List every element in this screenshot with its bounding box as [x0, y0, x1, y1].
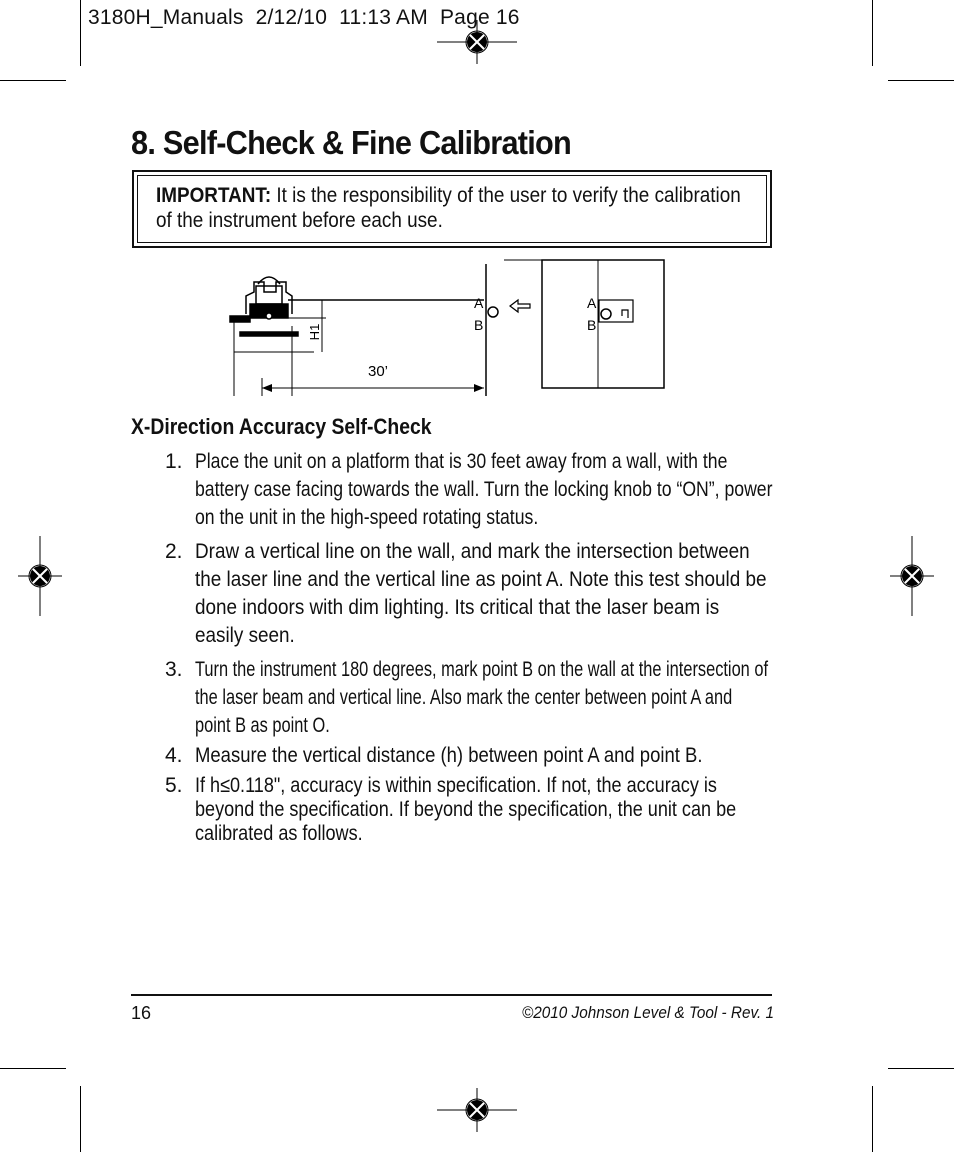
step-number: 2.	[165, 540, 183, 563]
page-number: 16	[131, 1003, 152, 1023]
list-item	[165, 538, 805, 650]
point-o-marker	[488, 307, 498, 317]
crop-mark	[80, 0, 81, 66]
crop-mark	[80, 1086, 81, 1152]
step-text: Turn the instrument 180 degrees, mark point B on the wall at the intersection of the laser beam and vertical line. Also mark the center between point A and point B as point O.	[195, 658, 769, 737]
step-text: If h≤0.118", accuracy is within specification. If not, the accuracy is beyond the specification. If beyond the specification, the unit can be calibrated as follows.	[195, 774, 737, 845]
step-number: 5.	[165, 774, 183, 797]
laser-unit-icon	[230, 277, 314, 396]
step-text: Draw a vertical line on the wall, and mark the intersection between the laser line and the vertical line as point A. Note this test should be done indoors with dim lighting. Its critical that the laser beam is easily seen.	[195, 540, 767, 647]
step-text: Place the unit on a platform that is 30 feet away from a wall, with the battery case facing towards the wall. Turn the locking knob to “ON”, power on the unit in the high-speed rotating status.	[195, 450, 773, 529]
notice-label: IMPORTANT:	[156, 184, 272, 207]
crop-mark	[872, 0, 873, 66]
notice-text	[156, 183, 750, 233]
copyright-text: ©2010 Johnson Level & Tool - Rev. 1	[522, 1003, 774, 1022]
list-item	[165, 742, 805, 770]
point-b-label: B	[474, 317, 484, 333]
registration-mark-icon	[18, 536, 62, 616]
distance-label: 30’	[367, 363, 389, 380]
point-a2-label: A	[587, 295, 597, 311]
registration-mark-icon	[437, 20, 517, 64]
step-number: 3.	[165, 658, 183, 681]
crop-mark	[888, 80, 954, 81]
point-o2-marker	[601, 309, 611, 319]
section-heading: X-Direction Accuracy Self-Check	[131, 414, 432, 439]
crop-mark	[0, 80, 66, 81]
steps-list	[165, 448, 805, 846]
registration-mark-icon	[437, 1088, 517, 1132]
footer-rule	[131, 994, 772, 996]
self-check-diagram	[226, 256, 676, 396]
list-item	[165, 448, 805, 532]
point-b2-label: B	[587, 317, 597, 333]
point-a-label: A	[474, 295, 484, 311]
step-number: 4.	[165, 744, 183, 767]
crop-mark	[872, 1086, 873, 1152]
crop-mark	[888, 1068, 954, 1069]
list-item	[165, 774, 805, 846]
crop-mark	[0, 1068, 66, 1069]
step-text: Measure the vertical distance (h) between point A and point B.	[195, 744, 703, 767]
notice-body: It is the responsibility of the user to verify the calibration of the instrument before each use.	[156, 184, 741, 232]
h-label: H1	[307, 323, 322, 341]
page-title: 8. Self-Check & Fine Calibration	[131, 124, 572, 161]
left-arrow-icon	[510, 300, 530, 312]
registration-mark-icon	[890, 536, 934, 616]
important-notice	[132, 170, 772, 248]
print-slug: 3180H_Manuals 2/12/10 11:13 AM Page 16	[88, 6, 520, 29]
step-number: 1.	[165, 450, 183, 473]
wall-view-box	[542, 260, 664, 388]
list-item	[165, 656, 805, 740]
